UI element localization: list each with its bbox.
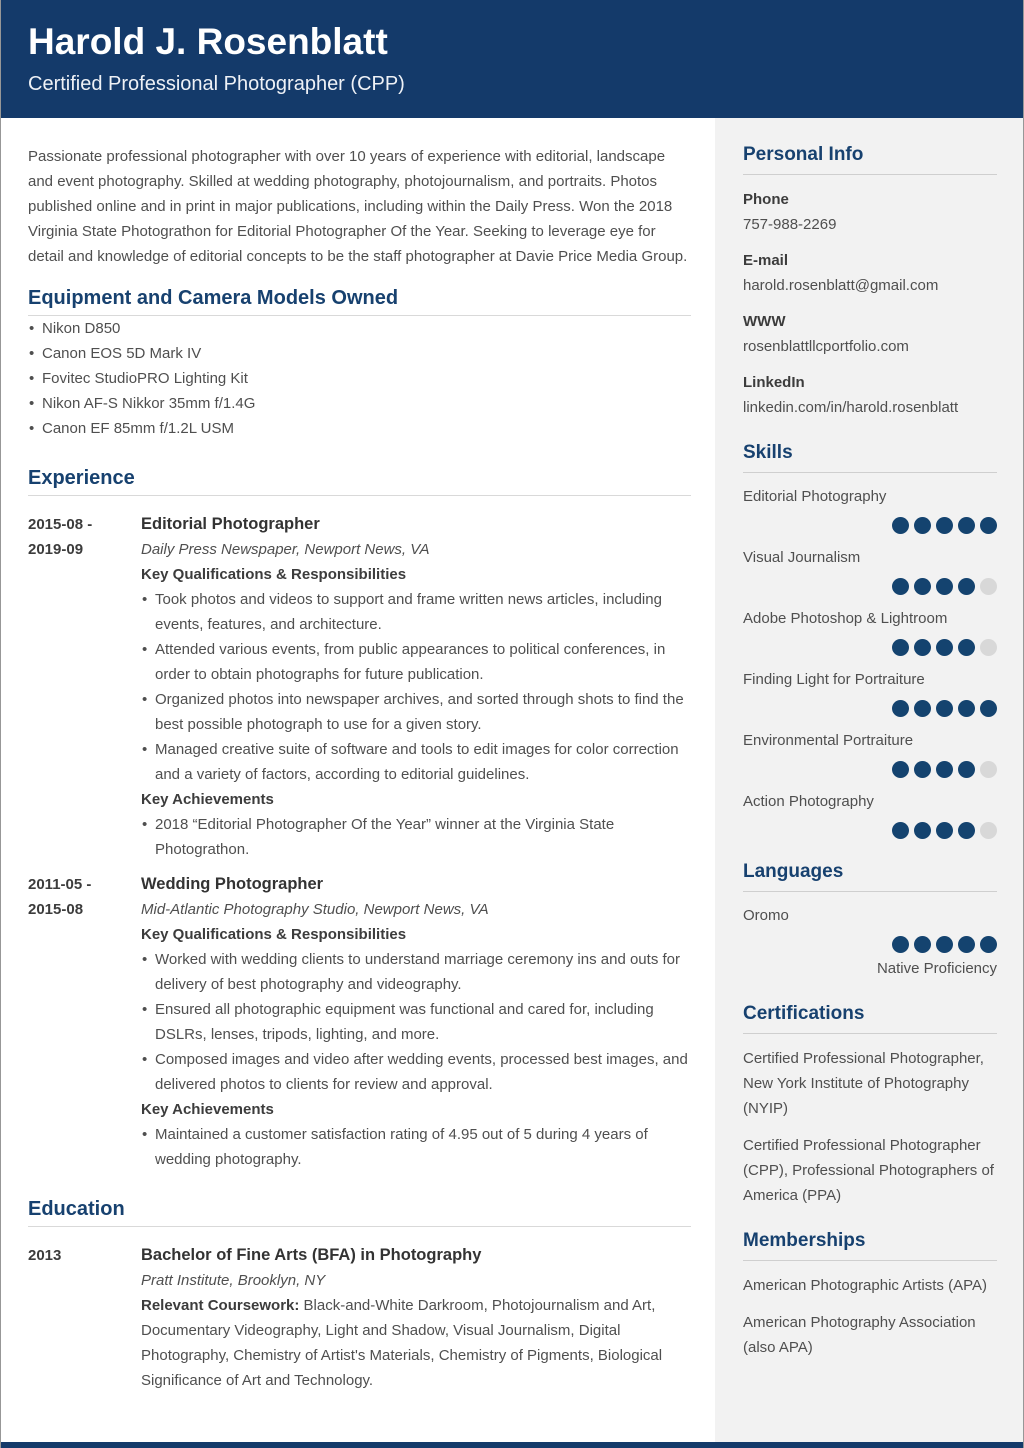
equipment-item: • Nikon D850 xyxy=(28,316,691,341)
level-dots xyxy=(743,639,997,656)
level-dot-filled xyxy=(892,822,909,839)
personal-info-field xyxy=(743,309,997,359)
memberships-list xyxy=(743,1273,997,1360)
level-dot-filled xyxy=(936,578,953,595)
level-dot-filled xyxy=(914,639,931,656)
level-dot-empty xyxy=(980,822,997,839)
level-dots xyxy=(743,700,997,717)
education-date-line: 2013 xyxy=(28,1247,62,1264)
skill-name: Adobe Photoshop & Lightroom xyxy=(743,610,948,627)
sidebar-heading-certifications: Certifications xyxy=(743,1003,997,1034)
equipment-item: • Canon EF 85mm f/1.2L USM xyxy=(28,416,691,441)
job-responsibility-item: • Took photos and videos to support and frame written news articles, including events, features, and architecture. xyxy=(141,587,691,637)
personal-info-field xyxy=(743,248,997,298)
level-dot-filled xyxy=(892,700,909,717)
sidebar-heading-memberships: Memberships xyxy=(743,1230,997,1261)
field-label: Phone xyxy=(743,191,789,208)
job-title: Editorial Photographer xyxy=(141,515,320,533)
level-dots xyxy=(743,578,997,595)
job-achievement-item: • 2018 “Editorial Photographer Of the Year” winner at the Virginia State Photograthon. xyxy=(141,812,691,862)
level-dot-filled xyxy=(980,517,997,534)
level-dot-filled xyxy=(958,761,975,778)
resume-header xyxy=(1,0,1023,118)
job-entry xyxy=(28,512,691,862)
field-label: WWW xyxy=(743,313,786,330)
skill-item xyxy=(743,546,997,595)
membership-item: American Photographic Artists (APA) xyxy=(743,1277,987,1294)
level-dot-filled xyxy=(936,700,953,717)
equipment-item: • Nikon AF-S Nikkor 35mm f/1.4G xyxy=(28,391,691,416)
level-dot-filled xyxy=(892,517,909,534)
sidebar-section-languages xyxy=(743,861,997,981)
skill-item xyxy=(743,790,997,839)
job-dates xyxy=(28,872,141,1172)
equipment-item: • Canon EOS 5D Mark IV xyxy=(28,341,691,366)
language-name: Oromo xyxy=(743,907,789,924)
level-dot-filled xyxy=(936,822,953,839)
education-coursework: Relevant Coursework: Black-and-White Darkroom, Photojournalism and Art, Documentary Videography, Light and Shadow, Visual Journalism, Digital Photography, Chemistry of Artist's Materials, Chemistry of Pigments, Biological Significance of Art and Technology. xyxy=(141,1297,663,1389)
sidebar-section-personal-info xyxy=(743,144,997,420)
education-degree: Bachelor of Fine Arts (BFA) in Photography xyxy=(141,1246,482,1264)
level-dot-filled xyxy=(980,936,997,953)
level-dot-filled xyxy=(980,700,997,717)
skill-name: Environmental Portraiture xyxy=(743,732,914,749)
job-dates xyxy=(28,512,141,862)
skills-list xyxy=(743,485,997,839)
field-value: 757-988-2269 xyxy=(743,216,837,233)
level-dots xyxy=(743,822,997,839)
job-body xyxy=(141,512,691,862)
job-achievements-heading: Key Achievements xyxy=(141,791,274,808)
person-name: Harold J. Rosenblatt xyxy=(28,21,388,62)
level-dot-filled xyxy=(958,936,975,953)
job-date-line: 2015-08 xyxy=(28,901,84,918)
level-dot-filled xyxy=(936,936,953,953)
job-achievements xyxy=(141,1122,691,1172)
level-dot-filled xyxy=(914,822,931,839)
skill-name: Editorial Photography xyxy=(743,488,887,505)
skill-name: Visual Journalism xyxy=(743,549,861,566)
job-responsibility-item: • Worked with wedding clients to understand marriage ceremony ins and outs for delivery of best photography and videography. xyxy=(141,947,691,997)
section-education xyxy=(28,1198,691,1393)
job-company: Mid-Atlantic Photography Studio, Newport News, VA xyxy=(141,901,489,918)
level-dot-filled xyxy=(914,578,931,595)
certification-item: Certified Professional Photographer, New York Institute of Photography (NYIP) xyxy=(743,1050,984,1117)
job-responsibilities xyxy=(141,587,691,787)
job-responsibilities-heading: Key Qualifications & Responsibilities xyxy=(141,566,407,583)
equipment-item: • Fovitec StudioPRO Lighting Kit xyxy=(28,366,691,391)
job-responsibilities xyxy=(141,947,691,1097)
sidebar xyxy=(715,118,1023,1442)
personal-info-fields xyxy=(743,187,997,420)
personal-info-field xyxy=(743,187,997,237)
job-date-line: 2011-05 - xyxy=(28,876,92,893)
level-dot-empty xyxy=(980,578,997,595)
certifications-list xyxy=(743,1046,997,1208)
field-label: E-mail xyxy=(743,252,789,269)
section-heading-experience: Experience xyxy=(28,467,691,496)
personal-info-field xyxy=(743,370,997,420)
skill-name: Finding Light for Portraiture xyxy=(743,671,925,688)
job-achievement-item: • Maintained a customer satisfaction rating of 4.95 out of 5 during 4 years of wedding photography. xyxy=(141,1122,691,1172)
level-dot-filled xyxy=(892,578,909,595)
level-dot-empty xyxy=(980,761,997,778)
section-equipment xyxy=(28,287,691,441)
level-dot-filled xyxy=(914,700,931,717)
sidebar-section-memberships xyxy=(743,1230,997,1360)
job-title: Wedding Photographer xyxy=(141,875,324,893)
education-body xyxy=(141,1243,691,1393)
skill-item xyxy=(743,607,997,656)
level-dot-filled xyxy=(914,517,931,534)
skill-item xyxy=(743,668,997,717)
education-date xyxy=(28,1243,141,1393)
level-dot-filled xyxy=(958,578,975,595)
content-columns xyxy=(1,118,1023,1442)
level-dot-filled xyxy=(936,517,953,534)
level-dot-filled xyxy=(914,936,931,953)
person-job-title: Certified Professional Photographer (CPP) xyxy=(28,73,405,95)
level-dot-filled xyxy=(958,517,975,534)
language-proficiency: Native Proficiency xyxy=(876,960,997,977)
experience-entries xyxy=(28,512,691,1172)
field-value: rosenblattllcportfolio.com xyxy=(743,338,909,355)
section-heading-education: Education xyxy=(28,1198,691,1227)
certification-item: Certified Professional Photographer (CPP), Professional Photographers of America (PPA) xyxy=(743,1137,994,1204)
level-dot-filled xyxy=(936,639,953,656)
level-dots xyxy=(743,517,997,534)
membership-item: American Photography Association (also APA) xyxy=(743,1314,976,1356)
sidebar-heading-languages: Languages xyxy=(743,861,997,892)
job-responsibility-item: • Composed images and video after wedding events, processed best images, and delivered photos to clients for review and approval. xyxy=(141,1047,691,1097)
field-label: LinkedIn xyxy=(743,374,805,391)
level-dots xyxy=(743,761,997,778)
job-responsibility-item: • Ensured all photographic equipment was functional and cared for, including DSLRs, lenses, tripods, lighting, and more. xyxy=(141,997,691,1047)
coursework-label: Relevant Coursework: xyxy=(141,1297,304,1314)
level-dot-filled xyxy=(892,639,909,656)
education-entry xyxy=(28,1243,691,1393)
job-date-line: 2019-09 xyxy=(28,541,84,558)
level-dot-empty xyxy=(980,639,997,656)
skill-item xyxy=(743,485,997,534)
languages-list xyxy=(743,904,997,981)
equipment-list xyxy=(28,316,691,441)
sidebar-heading-personal-info: Personal Info xyxy=(743,144,997,175)
job-responsibilities-heading: Key Qualifications & Responsibilities xyxy=(141,926,407,943)
skill-name: Action Photography xyxy=(743,793,874,810)
level-dots xyxy=(743,936,997,953)
job-company: Daily Press Newspaper, Newport News, VA xyxy=(141,541,430,558)
skill-item xyxy=(743,729,997,778)
level-dot-filled xyxy=(892,761,909,778)
level-dot-filled xyxy=(958,822,975,839)
sidebar-section-skills xyxy=(743,442,997,839)
job-entry xyxy=(28,872,691,1172)
sidebar-heading-skills: Skills xyxy=(743,442,997,473)
level-dot-filled xyxy=(914,761,931,778)
section-heading-equipment: Equipment and Camera Models Owned xyxy=(28,287,691,316)
field-value: linkedin.com/in/harold.rosenblatt xyxy=(743,399,959,416)
level-dot-filled xyxy=(892,936,909,953)
field-value: harold.rosenblatt@gmail.com xyxy=(743,277,939,294)
education-school: Pratt Institute, Brooklyn, NY xyxy=(141,1272,326,1289)
sidebar-section-certifications xyxy=(743,1003,997,1208)
professional-summary: Passionate professional photographer with over 10 years of experience with editorial, landscape and event photography. Skilled at wedding photography, photojournalism, and portraits. Photos published online and in print in major publications, including within the Daily Press. Won the 2018 Virginia State Photograthon for Editorial Photographer Of the Year. Seeking to leverage eye for detail and knowledge of editorial concepts to be the staff photographer at Davie Price Media Group. xyxy=(28,148,688,265)
level-dot-filled xyxy=(958,700,975,717)
main-column xyxy=(1,118,715,1442)
level-dot-filled xyxy=(958,639,975,656)
level-dot-filled xyxy=(936,761,953,778)
job-body xyxy=(141,872,691,1172)
language-item xyxy=(743,904,997,981)
education-entries xyxy=(28,1243,691,1393)
footer-accent-bar xyxy=(1,1442,1023,1448)
job-achievements xyxy=(141,812,691,862)
job-responsibility-item: • Attended various events, from public appearances to political conferences, in order to obtain photographs for future publication. xyxy=(141,637,691,687)
section-experience xyxy=(28,467,691,1172)
job-responsibility-item: • Managed creative suite of software and tools to edit images for color correction and a variety of factors, according to editorial guidelines. xyxy=(141,737,691,787)
job-achievements-heading: Key Achievements xyxy=(141,1101,274,1118)
job-date-line: 2015-08 - xyxy=(28,516,93,533)
job-responsibility-item: • Organized photos into newspaper archives, and sorted through shots to find the best possible photograph to use for a given story. xyxy=(141,687,691,737)
